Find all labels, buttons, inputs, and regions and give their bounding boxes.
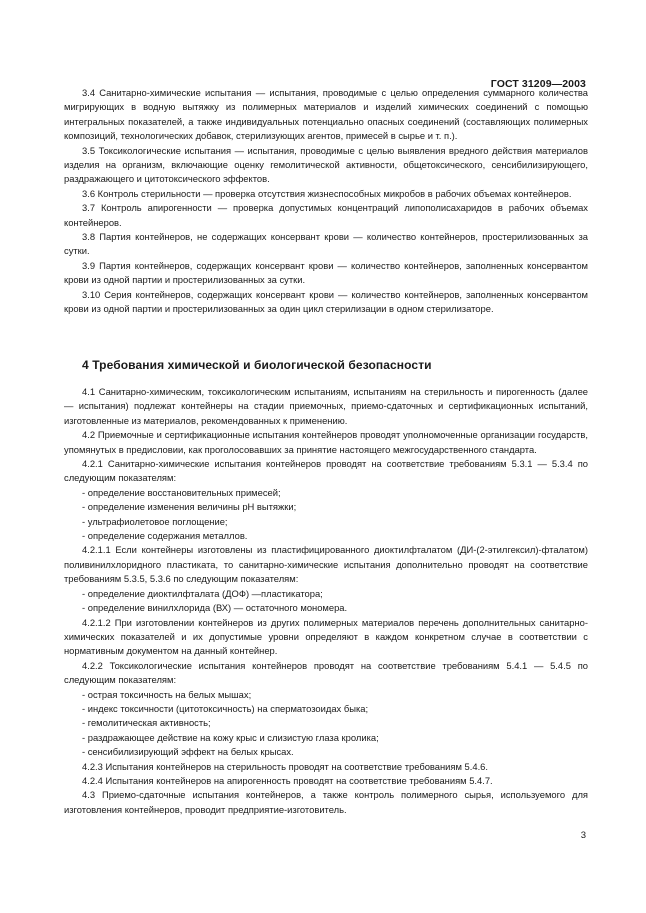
list-item: - индекс токсичности (цитотоксичность) на сперматозоидах быка; [82, 702, 369, 714]
list-item: - ультрафиолетовое поглощение; [82, 515, 228, 527]
paragraph-4-3: 4.3 Приемо-сдаточные испытания контейнеров, а также контроль полимерного сырья, используемого для изготовления контейнеров, проводит предприятие-изготовитель. [64, 789, 588, 815]
paragraph-3-7: 3.7 Контроль апирогенности — проверка допустимых концентраций липополисахаридов в рабочих объемах контейнеров. [64, 202, 588, 228]
list-item: - острая токсичность на белых мышах; [82, 688, 252, 700]
paragraph-3-5: 3.5 Токсикологические испытания — испытания, проводимые с целью выявления вредного действия материалов изделия на организм, включающие оценку гемолитической активности, общетоксического, сенсибилизирующего, раздражающего и цитотоксического эффектов. [64, 144, 588, 185]
list-item: - гемолитическая активность; [82, 717, 211, 729]
paragraph-4-2: 4.2 Приемочные и сертификационные испытания контейнеров проводят уполномоченные организации государств, упомянутых в предисловии, как проголосовавших за принятие настоящего межгосударственного стандарта. [64, 429, 588, 455]
standard-code-header: ГОСТ 31209—2003 [490, 78, 586, 90]
paragraph-4-2-1-1: 4.2.1.1 Если контейнеры изготовлены из пластифицированного диоктилфталатом (ДИ-(2-этилгексил)-фталатом) поливинилхлоридного пластиката, то санитарно-химические испытания дополнительно проводят на соответствие требованиям 5.3.5, 5.3.6 по следующим показателям: [64, 544, 588, 585]
list-item: - определение содержания металлов. [82, 530, 248, 542]
section-4-heading: 4 Требования химической и биологической безопасности [82, 358, 432, 372]
paragraph-3-8: 3.8 Партия контейнеров, не содержащих консервант крови — количество контейнеров, простерилизованных за сутки. [64, 231, 588, 257]
list-item: - определение изменения величины pH вытяжки; [82, 501, 297, 513]
list-item: - раздражающее действие на кожу крыс и слизистую глаза кролика; [82, 731, 379, 743]
list-item: - определение винилхлорида (ВХ) — остаточного мономера. [82, 602, 348, 614]
paragraph-4-2-2: 4.2.2 Токсикологические испытания контейнеров проводят на соответствие требованиям 5.4.1 — 5.4.5 по следующим показателям: [64, 659, 588, 686]
paragraph-3-9: 3.9 Партия контейнеров, содержащих консервант крови — количество контейнеров, заполненных консервантом крови из одной партии и простерилизованных за сутки. [64, 259, 588, 286]
paragraph-4-2-1: 4.2.1 Санитарно-химические испытания контейнеров проводят на соответствие требованиям 5.3.1 — 5.3.4 по следующим показателям: [64, 458, 588, 484]
paragraph-3-10: 3.10 Серия контейнеров, содержащих консервант крови — количество контейнеров, заполненных консервантом крови из одной партии и простерилизованных за один цикл стерилизации в одном стерилизаторе. [64, 288, 588, 315]
paragraph-4-2-1-2: 4.2.1.2 При изготовлении контейнеров из других полимерных материалов перечень дополнительных санитарно-химических показателей и их допустимые уровни определяют в каждом конкретном случае в соответствии с нормативным документом на данный контейнер. [64, 616, 588, 657]
paragraph-4-2-3: 4.2.3 Испытания контейнеров на стерильность проводят на соответствие требованиям 5.4.6. [82, 760, 488, 772]
list-item: - определение диоктилфталата (ДОФ) —пластикатора; [82, 587, 323, 599]
section-3-definitions [64, 86, 588, 317]
paragraph-4-1: 4.1 Санитарно-химическим, токсикологическим испытаниям, испытаниям на стерильность и пирогенность (далее — испытания) подлежат контейнеры на стадии приемочных, приемо-сдаточных и сертификационных испытаний, изготовленные из материалов, рекомендованных к применению. [64, 386, 588, 426]
list-item: - определение восстановительных примесей; [82, 486, 281, 498]
paragraph-3-4: 3.4 Санитарно-химические испытания — испытания, проводимые с целью определения суммарного количества мигрирующих в водную вытяжку из полимерных материалов и изделий химических соединений с помощью интегральных показателей, а также индивидуальных потенциально опасных соединений (составляющих полимерных композиций, технологических добавок, стерилизующих агентов, примесей в сырье и т. п.). [64, 87, 588, 142]
paragraph-3-6: 3.6 Контроль стерильности — проверка отсутствия жизнеспособных микробов в рабочих объемах контейнеров. [82, 187, 572, 199]
list-item: - сенсибилизирующий эффект на белых крысах. [82, 746, 294, 758]
paragraph-4-2-4: 4.2.4 Испытания контейнеров на апирогенность проводят на соответствие требованиям 5.4.7. [82, 774, 493, 786]
section-4-body [64, 385, 588, 817]
page-number: 3 [580, 830, 586, 841]
